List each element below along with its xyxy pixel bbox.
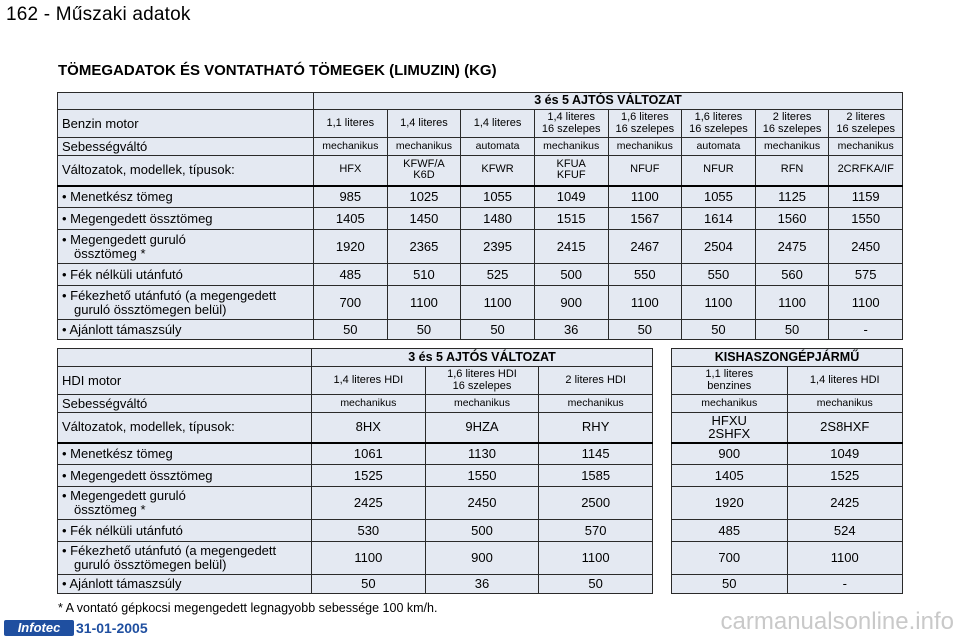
value-cell: 2504 — [682, 230, 756, 264]
engine-cell: 1,4 literes — [387, 110, 461, 138]
gearbox-cell: mechanikus — [787, 395, 903, 413]
value-cell: 1145 — [539, 443, 653, 465]
variant-cell: RHY — [539, 413, 653, 443]
value-cell: 500 — [534, 264, 608, 286]
label-unbraked-trailer: • Fék nélküli utánfutó — [58, 264, 314, 286]
value-cell: 1130 — [425, 443, 539, 465]
engine-cell: 2 literes 16 szelepes — [829, 110, 903, 138]
value-cell: 1515 — [534, 208, 608, 230]
engine-cell: 1,4 literes HDI — [312, 367, 426, 395]
engine-cell: 1,1 literes benzines — [672, 367, 788, 395]
value-cell: 1100 — [682, 286, 756, 320]
engine-cell: 1,6 literes 16 szelepes — [682, 110, 756, 138]
value-cell: 1550 — [425, 465, 539, 487]
gearbox-cell: mechanikus — [539, 395, 653, 413]
variant-cell: 2CRFKA/IF — [829, 156, 903, 186]
label-gearbox: Sebességváltó — [58, 395, 312, 413]
table-row — [672, 443, 903, 465]
label-braked-trailer: • Fékezhető utánfutó (a megengedett guruló össztömegen belül) — [58, 286, 314, 320]
label-gvw: • Megengedett össztömeg — [58, 465, 312, 487]
value-cell: 485 — [672, 520, 788, 542]
value-cell: 1525 — [312, 465, 426, 487]
value-cell: 1125 — [755, 186, 829, 208]
variant-cell: HFX — [314, 156, 388, 186]
table-row — [58, 230, 903, 264]
table-row — [672, 542, 903, 575]
value-cell: 1100 — [461, 286, 535, 320]
value-cell: 1567 — [608, 208, 682, 230]
infotec-logo: Infotec — [4, 620, 74, 636]
value-cell: 1405 — [672, 465, 788, 487]
value-cell: 1100 — [608, 186, 682, 208]
table-row — [58, 186, 903, 208]
value-cell: 570 — [539, 520, 653, 542]
gearbox-cell: mechanikus — [755, 138, 829, 156]
value-cell: 2475 — [755, 230, 829, 264]
value-cell: 524 — [787, 520, 903, 542]
table2-header: 3 és 5 AJTÓS VÁLTOZAT — [312, 349, 653, 367]
variant-cell: KFWR — [461, 156, 535, 186]
value-cell: 1100 — [829, 286, 903, 320]
petrol-weights-table — [57, 92, 903, 340]
variant-cell: RFN — [755, 156, 829, 186]
variant-cell: 2S8HXF — [787, 413, 903, 443]
label-curb-weight: • Menetkész tömeg — [58, 443, 312, 465]
value-cell: 1100 — [387, 286, 461, 320]
value-cell: 1025 — [387, 186, 461, 208]
label-variants: Változatok, modellek, típusok: — [58, 156, 314, 186]
label-gvw: • Megengedett össztömeg — [58, 208, 314, 230]
value-cell: 900 — [425, 542, 539, 575]
value-cell: 1550 — [829, 208, 903, 230]
table-row — [672, 575, 903, 594]
value-cell: 1100 — [312, 542, 426, 575]
value-cell: 1159 — [829, 186, 903, 208]
value-cell: 560 — [755, 264, 829, 286]
value-cell: 2467 — [608, 230, 682, 264]
watermark: carmanualsonline.info — [720, 608, 954, 635]
value-cell: 1585 — [539, 465, 653, 487]
value-cell: 1049 — [534, 186, 608, 208]
value-cell: 1100 — [755, 286, 829, 320]
value-cell: 530 — [312, 520, 426, 542]
footnote: * A vontató gépkocsi megengedett legnagyobb sebessége 100 km/h. — [58, 601, 438, 615]
value-cell: 900 — [534, 286, 608, 320]
value-cell: 50 — [755, 320, 829, 340]
value-cell: 2415 — [534, 230, 608, 264]
table-row — [58, 320, 903, 340]
label-braked-trailer: • Fékezhető utánfutó (a megengedett guruló össztömegen belül) — [58, 542, 312, 575]
label-curb-weight: • Menetkész tömeg — [58, 186, 314, 208]
value-cell: 2500 — [539, 487, 653, 520]
gearbox-cell: automata — [682, 138, 756, 156]
engine-cell: 1,4 literes HDI — [787, 367, 903, 395]
label-noseweight: • Ajánlott támaszsúly — [58, 320, 314, 340]
table-row — [58, 542, 653, 575]
value-cell: 50 — [314, 320, 388, 340]
table-row — [672, 520, 903, 542]
table1-header: 3 és 5 AJTÓS VÁLTOZAT — [314, 93, 903, 110]
value-cell: 50 — [672, 575, 788, 594]
commercial-weights-table — [671, 348, 903, 594]
table-row — [58, 286, 903, 320]
engine-cell: 1,1 literes — [314, 110, 388, 138]
value-cell: 36 — [425, 575, 539, 594]
table-row — [58, 208, 903, 230]
value-cell: 985 — [314, 186, 388, 208]
value-cell: 2450 — [425, 487, 539, 520]
variant-cell: KFWF/A K6D — [387, 156, 461, 186]
label-variants: Változatok, modellek, típusok: — [58, 413, 312, 443]
value-cell: 36 — [534, 320, 608, 340]
value-cell: 50 — [461, 320, 535, 340]
value-cell: 2425 — [787, 487, 903, 520]
gearbox-cell: automata — [461, 138, 535, 156]
page-header: 162 - Műszaki adatok — [6, 4, 191, 25]
value-cell: 2395 — [461, 230, 535, 264]
table-row — [672, 465, 903, 487]
value-cell: 1049 — [787, 443, 903, 465]
gearbox-cell: mechanikus — [829, 138, 903, 156]
value-cell: 50 — [312, 575, 426, 594]
value-cell: 510 — [387, 264, 461, 286]
value-cell: - — [829, 320, 903, 340]
gearbox-cell: mechanikus — [312, 395, 426, 413]
table-row — [58, 487, 653, 520]
gearbox-cell: mechanikus — [534, 138, 608, 156]
table-row — [58, 520, 653, 542]
value-cell: 1055 — [682, 186, 756, 208]
value-cell: 50 — [608, 320, 682, 340]
value-cell: 700 — [314, 286, 388, 320]
table-row — [58, 575, 653, 594]
value-cell: 1480 — [461, 208, 535, 230]
value-cell: 1405 — [314, 208, 388, 230]
engine-cell: 1,6 literes 16 szelepes — [608, 110, 682, 138]
value-cell: 50 — [682, 320, 756, 340]
value-cell: 50 — [387, 320, 461, 340]
value-cell: 525 — [461, 264, 535, 286]
document-title: TÖMEGADATOK ÉS VONTATHATÓ TÖMEGEK (LIMUZIN) (KG) — [58, 62, 497, 79]
label-gearbox: Sebességváltó — [58, 138, 314, 156]
value-cell: 550 — [682, 264, 756, 286]
value-cell: 50 — [539, 575, 653, 594]
value-cell: 1920 — [314, 230, 388, 264]
engine-cell: 2 literes HDI — [539, 367, 653, 395]
table3-header: KISHASZONGÉPJÁRMŰ — [672, 349, 903, 367]
variant-cell: HFXU 2SHFX — [672, 413, 788, 443]
variant-cell: 8HX — [312, 413, 426, 443]
label-petrol-engine: Benzin motor — [58, 110, 314, 138]
gearbox-cell: mechanikus — [608, 138, 682, 156]
value-cell: 1614 — [682, 208, 756, 230]
gearbox-cell: mechanikus — [425, 395, 539, 413]
value-cell: 1920 — [672, 487, 788, 520]
variant-cell: 9HZA — [425, 413, 539, 443]
value-cell: 1100 — [539, 542, 653, 575]
table-row — [58, 465, 653, 487]
value-cell: 2450 — [829, 230, 903, 264]
value-cell: - — [787, 575, 903, 594]
engine-cell: 2 literes 16 szelepes — [755, 110, 829, 138]
value-cell: 575 — [829, 264, 903, 286]
value-cell: 1560 — [755, 208, 829, 230]
value-cell: 2365 — [387, 230, 461, 264]
value-cell: 550 — [608, 264, 682, 286]
value-cell: 1100 — [787, 542, 903, 575]
engine-cell: 1,4 literes — [461, 110, 535, 138]
label-gcw: • Megengedett guruló össztömeg * — [58, 487, 312, 520]
value-cell: 2425 — [312, 487, 426, 520]
value-cell: 485 — [314, 264, 388, 286]
variant-cell: NFUR — [682, 156, 756, 186]
diesel-weights-table — [57, 348, 653, 594]
gearbox-cell: mechanikus — [314, 138, 388, 156]
table-row — [672, 487, 903, 520]
label-noseweight: • Ajánlott támaszsúly — [58, 575, 312, 594]
table-row — [58, 264, 903, 286]
value-cell: 1450 — [387, 208, 461, 230]
print-date: 31-01-2005 — [76, 620, 148, 636]
gearbox-cell: mechanikus — [387, 138, 461, 156]
engine-cell: 1,6 literes HDI 16 szelepes — [425, 367, 539, 395]
variant-cell: KFUA KFUF — [534, 156, 608, 186]
value-cell: 1055 — [461, 186, 535, 208]
label-hdi-engine: HDI motor — [58, 367, 312, 395]
variant-cell: NFUF — [608, 156, 682, 186]
engine-cell: 1,4 literes 16 szelepes — [534, 110, 608, 138]
value-cell: 1525 — [787, 465, 903, 487]
value-cell: 1061 — [312, 443, 426, 465]
label-gcw: • Megengedett guruló össztömeg * — [58, 230, 314, 264]
value-cell: 500 — [425, 520, 539, 542]
value-cell: 700 — [672, 542, 788, 575]
gearbox-cell: mechanikus — [672, 395, 788, 413]
value-cell: 900 — [672, 443, 788, 465]
value-cell: 1100 — [608, 286, 682, 320]
table-row — [58, 443, 653, 465]
label-unbraked-trailer: • Fék nélküli utánfutó — [58, 520, 312, 542]
